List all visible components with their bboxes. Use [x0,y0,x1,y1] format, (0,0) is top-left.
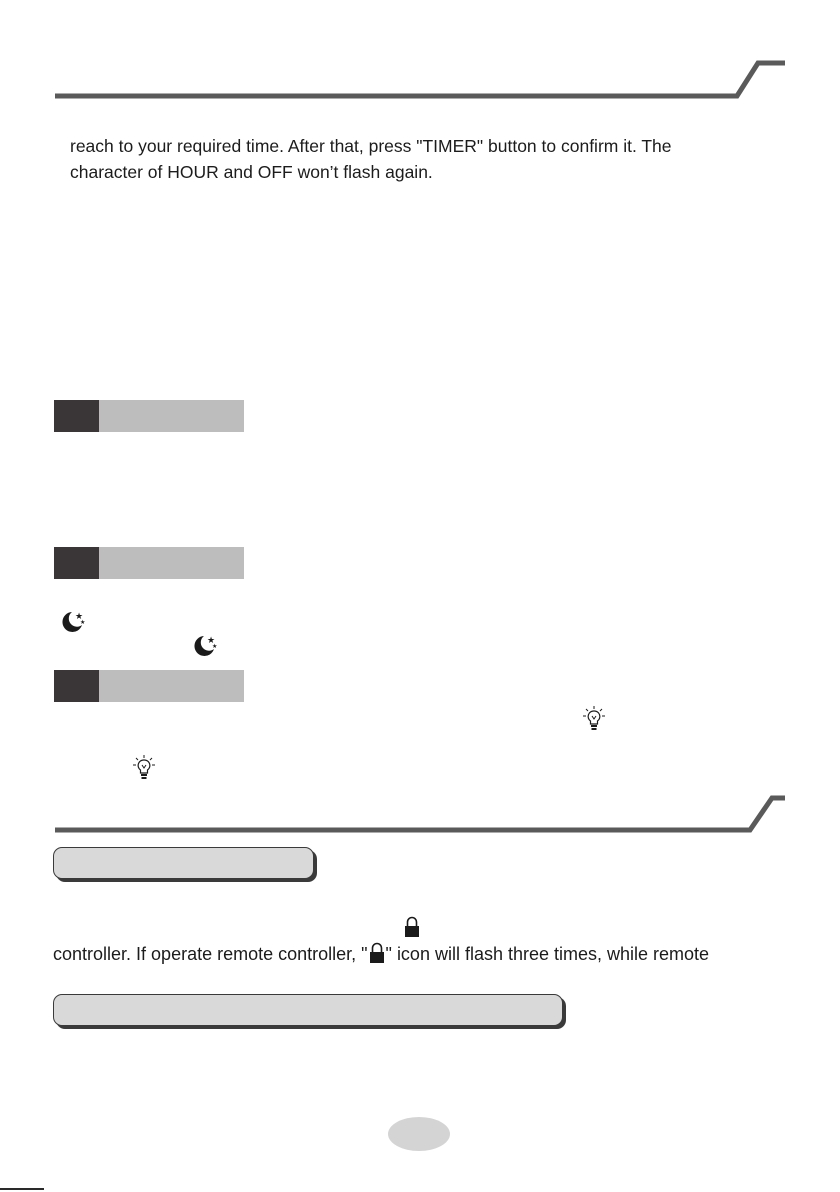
svg-text:★: ★ [207,636,216,646]
svg-text:★: ★ [75,612,84,622]
section-bar-3 [54,670,244,702]
section-bar-3-label-area [99,670,244,702]
lock-icon [368,942,386,964]
timer-paragraph-line-1: reach to your required time. After that, press "TIMER" button to confirm it. The [70,136,672,156]
lock-text-before: controller. If operate remote controller, " [53,944,368,964]
lock-paragraph-line [53,941,709,967]
light-bulb-icon [133,755,155,781]
header-rule-bottom [0,790,840,840]
section-bar-2-label-area [99,547,244,579]
svg-text:★: ★ [80,619,86,626]
section-bar-1-label-area [99,400,244,432]
section-bar-2-marker [54,547,99,579]
pill-heading-1 [53,847,314,879]
timer-paragraph-line-2: character of HOUR and OFF won’t flash again. [70,162,433,182]
lock-icon [403,916,421,938]
scan-edge-mark [0,1188,44,1190]
section-bar-2 [54,547,244,579]
moon-stars-icon [192,634,218,658]
light-bulb-icon [583,706,605,732]
moon-stars-icon [60,610,86,634]
section-bar-3-marker [54,670,99,702]
pill-heading-2 [53,994,563,1026]
header-rule-top [0,55,840,105]
lock-text-after: " icon will flash three times, while remote [385,944,710,964]
section-bar-1 [54,400,244,432]
section-bar-1-marker [54,400,99,432]
svg-text:★: ★ [212,643,218,650]
page-number-badge [388,1117,450,1151]
